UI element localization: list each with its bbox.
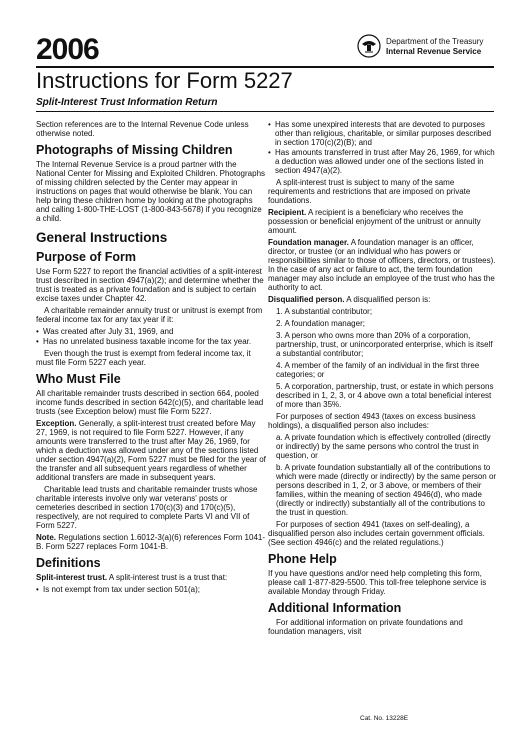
phone-help-heading: Phone Help [268,552,337,566]
purpose-text-3: Even though the trust is exempt from federal income tax, it must file Form 5227 each year. [36,349,251,367]
disqualified-item-4: 4. A member of the family of an individual in the first three categories; or [276,361,480,379]
disqualified-item-5: 5. A corporation, partnership, trust, or estate in which persons described in 1, 2, 3, or 4 above own a total beneficial interest of more than 35%. [276,382,494,409]
disqualified-person-label: Disqualified person. [268,295,345,304]
list-item: • Was created after July 31, 1969, and [36,327,268,336]
subject-text: A split-interest trust is subject to many of the same requirements and restrictions that are imposed on private foundations. [268,178,471,205]
document-subtitle: Split-Interest Trust Information Return [36,97,218,108]
right-column [268,120,498,639]
foundation-manager-text: A foundation manager is an officer, director, or trustee (or an individual who has powers or responsibilities similar to those of officers, directors, or trustees). In the case of any act or failure to act, the term foundation manager may also include an employee of the trust who has the authority to act. [268,238,496,292]
recipient-label: Recipient. [268,208,307,217]
recipient-text: A recipient is a beneficiary who receives the possession or beneficial enjoyment of the unitrust or annuity amount. [268,208,481,235]
intro-text: Section references are to the Internal Revenue Code unless otherwise noted. [36,120,249,138]
list-item: • Is not exempt from tax under section 501(a); [36,585,268,594]
document-title: Instructions for Form 5227 [36,68,293,93]
disqualified-item-1: 1. A substantial contributor; [276,307,373,316]
catalog-number: Cat. No. 13228E [360,715,409,722]
list-item: • Has some unexpired interests that are devoted to purposes other than religious, charitable, or similar purposes described in section 170(c)(2)(B); and [268,120,498,147]
purpose-text-2: A charitable remainder annuity trust or unitrust is exempt from federal income tax for any tax year if it: [36,306,263,324]
disqualified-item-3: 3. A person who owns more than 20% of a corporation, partnership, trust, or unincorporated enterprise, which is itself a substantial contributor; [276,331,493,358]
form-year: 2006 [36,33,99,66]
excess-item-a: a. A private foundation which is effectively controlled (directly or indirectly) by the same persons who control the trust in question, or [276,433,491,460]
list-item: • Has no unrelated business taxable income for the tax year. [36,337,268,346]
who-must-file-text-2: Charitable lead trusts and charitable remainder trusts whose charitable interests involve only war veterans' posts or cemeteries described in section 170(c)(3) and 170(c)(5), respectively, are not required to complete Parts VI and VII of Form 5227. [36,485,258,530]
who-must-file-heading: Who Must File [36,372,121,386]
left-column [36,120,268,597]
disqualified-item-2: 2. A foundation manager; [276,319,365,328]
list-item: • Has amounts transferred in trust after May 26, 1969, for which a deduction was allowed under one of the sections listed in section 4947(a)(2). [268,148,498,175]
disqualified-person-text: A disqualified person is: [346,295,431,304]
excess-business-text: For purposes of section 4943 (taxes on excess business holdings), a disqualified person also includes: [268,412,476,430]
additional-information-heading: Additional Information [268,601,402,615]
split-interest-list [36,585,268,594]
note-text: Regulations section 1.6012-3(a)(6) references Form 1041-B. Form 5227 replaces Form 1041-B. [36,533,266,551]
missing-children-heading: Photographs of Missing Children [36,143,233,157]
treasury-eagle-seal-icon [357,34,381,58]
who-must-file-text: All charitable remainder trusts described in section 664, pooled income funds described in section 642(c)(5), and charitable lead trusts (see Exception below) must file Form 5227. [36,389,264,416]
header-rule-bottom [36,111,494,112]
purpose-list [36,327,268,346]
missing-children-text: The Internal Revenue Service is a proud partner with the National Center for Missing and Exploited Children. Photographs of missing children selected by the Center may appear in instructions on pages that would otherwise be blank. You can help bring these children home by looking at the photographs and calling 1-800-THE-LOST (1-800-843-5678) if you recognize a child. [36,160,266,223]
foundation-manager-label: Foundation manager. [268,238,349,247]
agency-department: Department of the Treasury [386,37,484,46]
purpose-text-1: Use Form 5227 to report the financial activities of a split-interest trust described in section 4947(a)(2); and determine whether the trust is treated as a private foundation and is subject to certain excise taxes under Chapter 42. [36,267,264,303]
general-instructions-heading: General Instructions [36,230,168,245]
additional-information-text: For additional information on private foundations and foundation managers, visit [268,618,463,636]
definitions-heading: Definitions [36,556,101,570]
note-label: Note. [36,533,56,542]
self-dealing-text: For purposes of section 4941 (taxes on self-dealing), a disqualified person also includes certain government officials. (See section 4946(c) and the related regulations.) [268,520,485,547]
split-interest-text: A split-interest trust is a trust that: [108,573,228,582]
excess-item-b: b. A private foundation substantially all of the contributions to which were made (directly or indirectly) by the same person or persons described in 1, 2, or 3 above, or members of their families, within the meaning of section 4946(d), who made (directly or indirectly) substantially all of the contributions to the trust in question. [276,463,497,517]
exception-text: Generally, a split-interest trust created before May 27, 1969, is not required to file Form 5227. However, if any amounts were transferred to the trust after May 26, 1969, for which a deduction was allowed under any of the sections listed under section 4947(a)(2), Form 5227 must be filed for the year of the transfer and all subsequent years regardless of whether additional transfers are made in subsequent years. [36,419,266,482]
split-interest-list-cont [268,120,498,175]
agency-block [386,37,511,57]
phone-help-text: If you have questions and/or need help completing this form, please call 1-877-829-5500. This toll-free telephone service is available Monday through Friday. [268,569,487,596]
exception-label: Exception. [36,419,77,428]
split-interest-label: Split-interest trust. [36,573,108,582]
agency-irs: Internal Revenue Service [386,47,482,56]
purpose-heading: Purpose of Form [36,250,137,264]
